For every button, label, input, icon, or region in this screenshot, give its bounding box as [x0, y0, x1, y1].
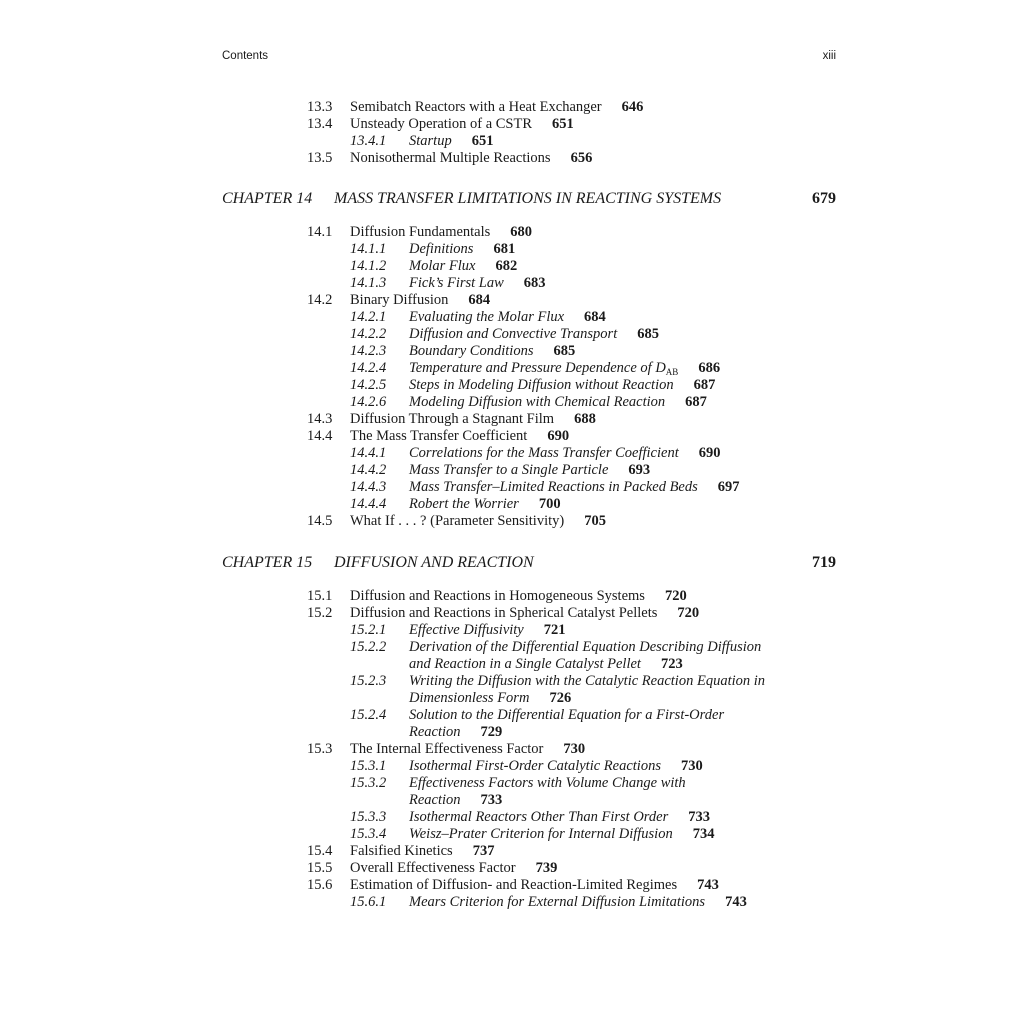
section-title-text: Weisz–Prater Criterion for Internal Diffusion — [409, 826, 673, 842]
section-title — [350, 877, 719, 894]
section-page: 737 — [472, 843, 495, 859]
section-number: 15.4 — [307, 843, 333, 859]
section-title-text: Diffusion and Convective Transport — [409, 326, 618, 342]
section-page: 690 — [698, 445, 721, 461]
chapter-label: CHAPTER 15 — [222, 554, 313, 571]
chapter-page: 719 — [812, 554, 836, 571]
section-title-text: Binary Diffusion — [350, 292, 449, 308]
section-page: 720 — [664, 588, 687, 604]
section-number: 13.4 — [307, 116, 333, 132]
section-title — [409, 894, 747, 911]
section-title — [350, 513, 606, 530]
section-title — [409, 775, 686, 809]
section-title — [409, 707, 724, 741]
section-page: 721 — [543, 622, 566, 638]
section-number: 13.4.1 — [350, 133, 387, 149]
section-title — [409, 309, 606, 326]
section-page: 729 — [480, 724, 503, 740]
section-number: 15.2.3 — [350, 673, 387, 689]
section-title — [350, 99, 643, 116]
section-title — [409, 462, 650, 479]
section-page: 726 — [549, 690, 572, 706]
section-title-text: Unsteady Operation of a CSTR — [350, 116, 533, 132]
section-title-text: Diffusion Fundamentals — [350, 224, 491, 240]
section-title — [409, 377, 715, 394]
section-title — [409, 394, 707, 411]
section-page: 684 — [584, 309, 606, 325]
section-title-text: Steps in Modeling Diffusion without Reaction — [409, 377, 674, 393]
section-page: 697 — [717, 479, 740, 495]
section-title-text: Effectiveness Factors with Volume Change with — [409, 775, 686, 791]
chapter-title: DIFFUSION AND REACTION — [334, 554, 534, 571]
section-title — [409, 258, 517, 275]
section-number: 15.2.2 — [350, 639, 387, 655]
section-title — [350, 428, 569, 445]
section-number: 15.2.1 — [350, 622, 387, 638]
section-page: 693 — [628, 462, 651, 478]
section-number: 14.2.5 — [350, 377, 387, 393]
section-title — [409, 758, 703, 775]
section-page: 651 — [471, 133, 494, 149]
section-title-text: The Mass Transfer Coefficient — [350, 428, 528, 444]
section-title — [409, 809, 710, 826]
section-page: 700 — [538, 496, 561, 512]
section-title-text: Derivation of the Differential Equation Describing Diffusion — [409, 639, 762, 655]
section-title — [409, 445, 721, 462]
chapter-heading-14 — [0, 190, 1024, 210]
section-title — [350, 605, 699, 622]
section-number: 14.1.3 — [350, 275, 387, 291]
section-title-text: Semibatch Reactors with a Heat Exchanger — [350, 99, 602, 115]
section-title — [409, 496, 561, 513]
section-number: 14.4.1 — [350, 445, 387, 461]
section-title-text: Diffusion Through a Stagnant Film — [350, 411, 555, 427]
section-page: 733 — [688, 809, 710, 825]
section-title-text: Isothermal First-Order Catalytic Reactions — [409, 758, 661, 774]
section-number: 14.2 — [307, 292, 333, 308]
section-number: 15.2.4 — [350, 707, 387, 723]
section-number: 14.4 — [307, 428, 333, 444]
section-title — [409, 241, 515, 258]
section-page: 681 — [493, 241, 516, 257]
subscript: AB — [665, 367, 679, 377]
section-title — [350, 860, 557, 877]
section-title-text: Molar Flux — [409, 258, 476, 274]
chapter-title: MASS TRANSFER LIMITATIONS IN REACTING SYSTEMS — [334, 190, 722, 207]
section-title-continued: Dimensionless Form — [409, 690, 530, 706]
section-title — [409, 479, 740, 496]
section-number: 13.3 — [307, 99, 333, 115]
section-title-text: Nonisothermal Multiple Reactions — [350, 150, 551, 166]
section-page: 705 — [584, 513, 606, 529]
section-number: 15.3.3 — [350, 809, 387, 825]
section-title-text: Overall Effectiveness Factor — [350, 860, 516, 876]
section-number: 15.6 — [307, 877, 333, 893]
section-title-text: Writing the Diffusion with the Catalytic Reaction Equation in — [409, 673, 766, 689]
section-page: 686 — [698, 360, 721, 376]
section-title — [350, 224, 532, 241]
section-page: 656 — [570, 150, 593, 166]
section-number: 15.2 — [307, 605, 333, 621]
section-page: 651 — [552, 116, 574, 132]
section-title — [350, 843, 494, 860]
section-number: 14.4.2 — [350, 462, 387, 478]
section-page: 688 — [574, 411, 596, 427]
section-page: 730 — [680, 758, 703, 774]
section-title-text: Fick’s First Law — [409, 275, 504, 291]
section-number: 14.4.4 — [350, 496, 387, 512]
section-title-text: Mears Criterion for External Diffusion Limitations — [409, 894, 706, 910]
section-title-text: Isothermal Reactors Other Than First Order — [409, 809, 669, 825]
section-page: 690 — [547, 428, 570, 444]
section-title-text: Definitions — [409, 241, 474, 257]
section-title-text: What If . . . ? (Parameter Sensitivity) — [350, 513, 565, 529]
section-page: 680 — [510, 224, 533, 240]
section-title-text: Mass Transfer–Limited Reactions in Packed Beds — [409, 479, 698, 495]
section-title — [409, 326, 659, 343]
section-title-text: Diffusion and Reactions in Homogeneous Systems — [350, 588, 645, 604]
section-number: 14.2.4 — [350, 360, 387, 376]
section-title — [409, 639, 761, 673]
section-title — [350, 588, 687, 605]
running-head: Contents — [222, 50, 269, 62]
section-title — [350, 411, 596, 428]
section-title — [409, 133, 493, 150]
section-number: 15.3 — [307, 741, 333, 757]
section-number: 15.3.2 — [350, 775, 387, 791]
section-number: 14.2.6 — [350, 394, 387, 410]
section-page: 646 — [621, 99, 644, 115]
section-number: 14.5 — [307, 513, 333, 529]
section-number: 14.3 — [307, 411, 333, 427]
chapter-page: 679 — [812, 190, 836, 207]
section-title — [409, 622, 566, 639]
section-number: 14.1 — [307, 224, 333, 240]
section-page: 734 — [692, 826, 715, 842]
section-title — [350, 741, 585, 758]
section-number: 14.2.2 — [350, 326, 387, 342]
section-number: 14.4.3 — [350, 479, 387, 495]
section-title-text: Diffusion and Reactions in Spherical Catalyst Pellets — [350, 605, 658, 621]
section-title-text: Modeling Diffusion with Chemical Reaction — [409, 394, 666, 410]
section-page: 687 — [685, 394, 707, 410]
section-title — [350, 292, 490, 309]
section-number: 14.1.2 — [350, 258, 387, 274]
page-number: xiii — [822, 50, 836, 62]
section-page: 682 — [495, 258, 518, 274]
section-number: 15.1 — [307, 588, 333, 604]
section-title-text: Estimation of Diffusion- and Reaction-Limited Regimes — [350, 877, 678, 893]
section-title-continued: Reaction — [409, 792, 461, 808]
section-title — [350, 116, 574, 133]
section-title — [409, 673, 765, 707]
section-title — [409, 826, 714, 843]
section-number: 15.3.1 — [350, 758, 387, 774]
section-page: 743 — [725, 894, 747, 910]
section-title-continued: and Reaction in a Single Catalyst Pellet — [409, 656, 641, 672]
chapter-heading-15 — [0, 554, 1024, 574]
section-page: 720 — [677, 605, 700, 621]
section-title-text: Mass Transfer to a Single Particle — [409, 462, 609, 478]
section-page: 687 — [693, 377, 716, 393]
section-title — [409, 275, 546, 292]
section-title-text: Temperature and Pressure Dependence of D — [409, 360, 666, 376]
section-number: 14.2.1 — [350, 309, 387, 325]
section-number: 15.6.1 — [350, 894, 387, 910]
section-number: 13.5 — [307, 150, 333, 166]
section-title-text: Robert the Worrier — [409, 496, 519, 512]
section-page: 739 — [535, 860, 558, 876]
section-page: 743 — [697, 877, 719, 893]
section-number: 14.2.3 — [350, 343, 387, 359]
section-title-text: Solution to the Differential Equation for a First-Order — [409, 707, 725, 723]
section-title-text: Falsified Kinetics — [350, 843, 453, 859]
section-title-text: Boundary Conditions — [409, 343, 534, 359]
section-title-text: Startup — [409, 133, 452, 149]
section-title-text: Evaluating the Molar Flux — [409, 309, 565, 325]
section-page: 685 — [637, 326, 659, 342]
section-number: 15.5 — [307, 860, 333, 876]
section-title-text: The Internal Effectiveness Factor — [350, 741, 544, 757]
chapter-label: CHAPTER 14 — [222, 190, 313, 207]
section-title-continued: Reaction — [409, 724, 461, 740]
section-page: 730 — [563, 741, 586, 757]
section-number: 15.3.4 — [350, 826, 387, 842]
section-number: 14.1.1 — [350, 241, 387, 257]
section-page: 723 — [660, 656, 683, 672]
section-title-text: Correlations for the Mass Transfer Coefficient — [409, 445, 679, 461]
section-title — [350, 150, 592, 167]
section-page: 683 — [523, 275, 546, 291]
section-page: 684 — [468, 292, 491, 308]
section-page: 685 — [553, 343, 576, 359]
section-title-text: Effective Diffusivity — [409, 622, 524, 638]
section-title — [409, 343, 575, 360]
section-page: 733 — [480, 792, 503, 808]
